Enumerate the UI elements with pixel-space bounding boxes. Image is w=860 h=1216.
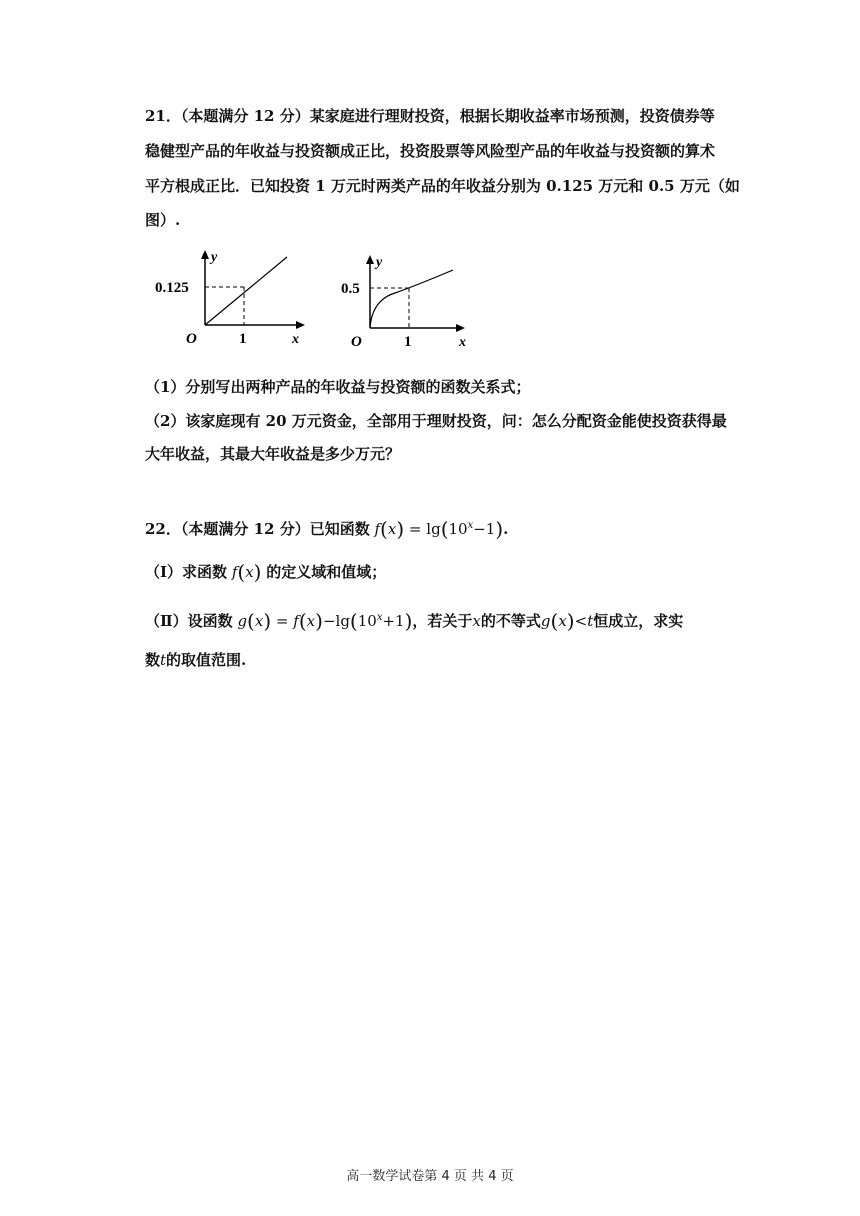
graph2-x-tick: 1 [404, 334, 412, 350]
graph2-curve [370, 270, 453, 328]
q22-part1: （Ⅰ）求函数 f(x) 的定义域和值域； [145, 560, 387, 584]
graph2-x-arrow [456, 324, 465, 332]
graph1-x-arrow [296, 321, 305, 329]
graph1-origin: O [186, 331, 197, 347]
q21-line3: 平方根成正比．已知投资 1 万元时两类产品的年收益分别为 0.125 万元和 0.5 万元（如 [145, 177, 740, 195]
graph-linear [150, 245, 315, 350]
formula-fx: f(x) [231, 560, 262, 584]
graph1-x-tick: 1 [239, 331, 247, 347]
page-footer: 高一数学试卷第 4 页 共 4 页 [346, 1169, 514, 1184]
q21-header: 21．（本题满分 12 分）某家庭进行理财投资，根据长期收益率市场预测，投资债券等 [145, 107, 715, 125]
graph1-x-label: x [292, 332, 299, 347]
graph-sqrt [335, 250, 475, 352]
q22-part2: （Ⅱ）设函数 $g(x) = f(x)-\lg(10^x+1)$，若关于x的不等式g(x)<t恒成立，求实 [145, 609, 684, 633]
q21-part1: （1）分别写出两种产品的年收益与投资额的函数关系式； [145, 378, 531, 396]
graph2-x-label: x [459, 335, 466, 350]
graph2-y-tick: 0.5 [341, 281, 360, 297]
graph2-origin: O [351, 334, 362, 350]
q21-line2: 稳健型产品的年收益与投资额成正比，投资股票等风险型产品的年收益与投资额的算术 [145, 142, 716, 160]
q21-part2-b: 大年收益，其最大年收益是多少万元？ [145, 445, 401, 463]
graph1-y-label: y [211, 250, 218, 265]
graph2-y-label: y [376, 255, 383, 270]
graph1-y-tick: 0.125 [155, 280, 189, 296]
q21-part2-a: （2）该家庭现有 20 万元资金，全部用于理财投资，问：怎么分配资金能使投资获得最 [145, 412, 727, 430]
graph1-line [205, 257, 287, 325]
graph2-y-arrow [366, 255, 374, 264]
q21-line4: 图）. [145, 211, 181, 229]
formula-ineq: g(x)<t [540, 609, 594, 633]
q22-header: 22．（本题满分 12 分）已知函数 $f(x) = \lg(10^x-1)$. [145, 517, 509, 541]
formula-g-def: $g(x) = f(x)-\lg(10^x+1)$ [237, 609, 413, 633]
formula-f-def: $f(x) = \lg(10^x-1)$ [374, 517, 504, 541]
graph1-y-arrow [201, 250, 209, 259]
q22-last-line: 数t的取值范围. [145, 651, 247, 669]
